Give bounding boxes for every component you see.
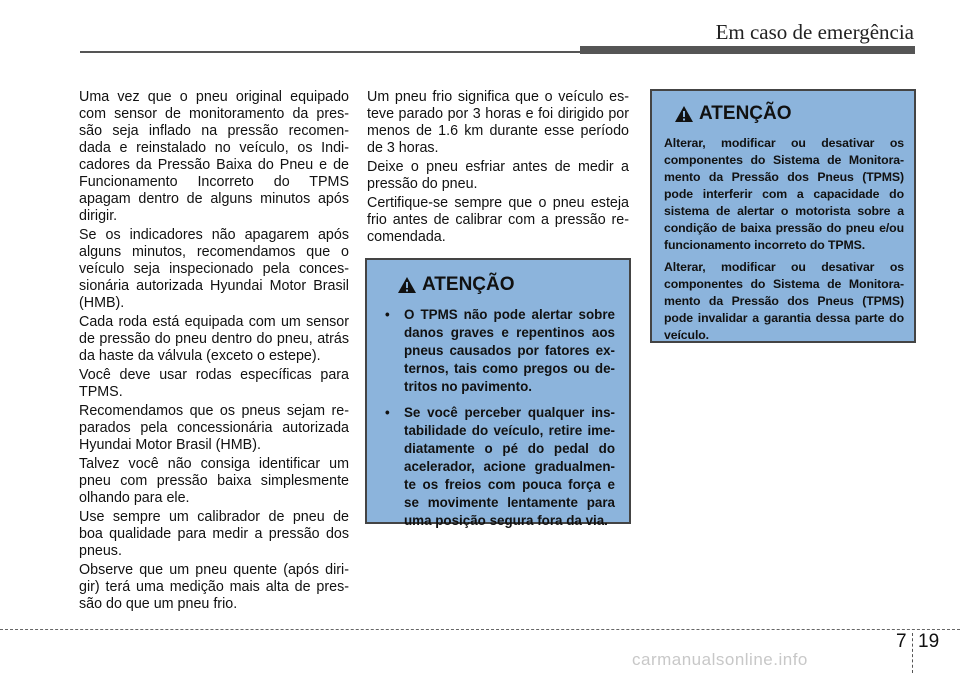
warning-paragraph: Alterar, modificar ou desativar os componentes do Sistema de Monitora-mento da Pressão dos Pneus (TPMS) pode invalidar a garantia dessa parte do veículo.: [664, 260, 904, 342]
warning-list: [381, 306, 615, 530]
chapter-number: 7: [896, 631, 907, 652]
paragraph: Uma vez que o pneu original equipado com sensor de monitoramento da pres-são seja inflado na pressão recomen-dada e reinstalado no veículo, os Indi-cadores da Pressão Baixa do Pneu e de Funcionamento Incorreto do TPMS apagam dentro de alguns minutos após dirigir.: [79, 89, 349, 224]
paragraph: Um pneu frio significa que o veículo es-teve parado por 3 horas e foi dirigido por menos de 1.6 km durante esse período de 3 horas.: [367, 89, 629, 156]
paragraph: Recomendamos que os pneus sejam re-parados pela concessionária autorizada Hyundai Motor Brasil (HMB).: [79, 403, 349, 453]
warning-box-tpms-limits: [365, 258, 631, 528]
header-rule-thin: [80, 51, 580, 53]
warning-heading: [664, 103, 904, 125]
footer-rule: [0, 629, 960, 630]
section-title: Em caso de emergência: [715, 20, 914, 44]
list-item: • Se você perceber qualquer ins-tabilidade do veículo, retire ime-diatamente o pé do pedal do acelerador, acione gradualmen-te os freios com pouca força e se movimente lentamente para uma posição segura fora da via.: [381, 404, 615, 530]
paragraph: Você deve usar rodas específicas para TPMS.: [79, 367, 349, 400]
header-rule-thick: [580, 46, 915, 54]
paragraph: Cada roda está equipada com um sensor de pressão do pneu dentro do pneu, atrás da haste da válvula (exceto o estepe).: [79, 314, 349, 364]
warning-box-tpms-modification: [650, 89, 916, 343]
warning-triangle-icon: [674, 105, 694, 123]
warning-title: ATENÇÃO: [699, 103, 792, 124]
left-column: [79, 89, 349, 615]
watermark: carmanualsonline.info: [632, 650, 808, 669]
paragraph: Se os indicadores não apagarem após alguns minutos, recomendamos que o veículo seja inspecionado pela conces-sionária autorizada Hyundai Motor Brasil (HMB).: [79, 227, 349, 311]
paragraph: Talvez você não consiga identificar um pneu com pressão baixa simplesmente olhando para ele.: [79, 456, 349, 506]
warning-title: ATENÇÃO: [422, 274, 515, 295]
paragraph: Deixe o pneu esfriar antes de medir a pressão do pneu.: [367, 159, 629, 192]
warning-triangle-icon: [397, 276, 417, 294]
middle-column: [367, 89, 629, 248]
paragraph: Use sempre um calibrador de pneu de boa qualidade para medir a pressão dos pneus.: [79, 509, 349, 559]
warning-heading: [381, 274, 615, 296]
warning-paragraph: Alterar, modificar ou desativar os componentes do Sistema de Monitora-mento da Pressão dos Pneus (TPMS) pode interferir com a capacidade do sistema de alertar o motorista sobre a condição de baixa pressão do pneu e/ou funcionamento incorreto do TPMS.: [664, 136, 904, 252]
page-number-separator: [912, 633, 913, 673]
list-item: • O TPMS não pode alertar sobre danos graves e repentinos aos pneus causados por fatores ex-ternos, tais como pregos ou de-tritos no pavimento.: [381, 306, 615, 396]
paragraph: Certifique-se sempre que o pneu esteja frio antes de calibrar com a pressão re-comendada.: [367, 195, 629, 245]
paragraph: Observe que um pneu quente (após diri-gir) terá uma medição mais alta de pres-são do que um pneu frio.: [79, 562, 349, 612]
page-number: 19: [918, 631, 940, 652]
